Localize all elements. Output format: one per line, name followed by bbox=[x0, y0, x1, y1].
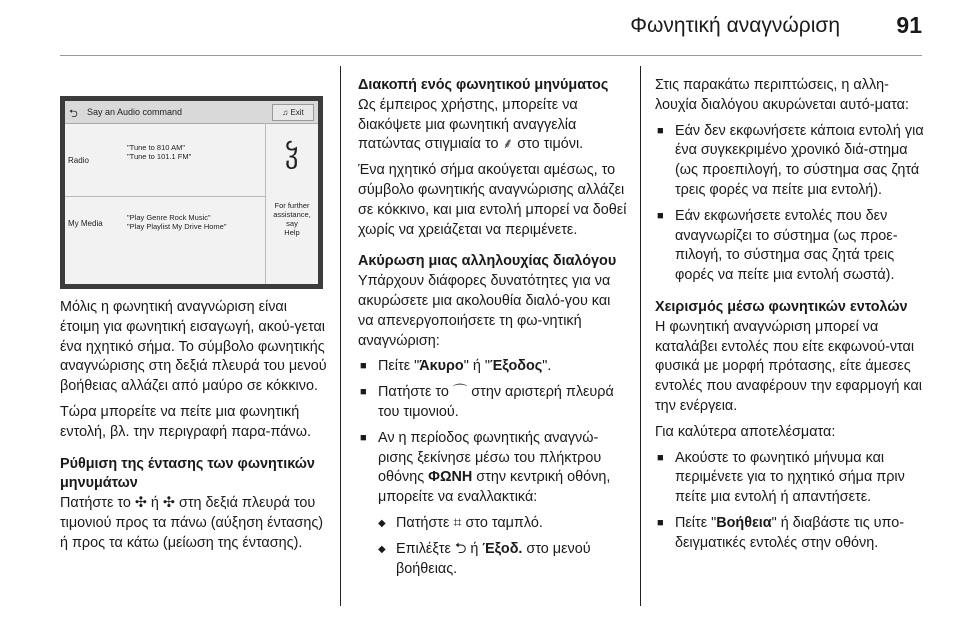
text: στην κεντρική οθόνη, μπορείτε να εναλλακτικά: bbox=[378, 469, 611, 506]
list-item: ■ Εάν εκφωνήσετε εντολές που δεν αναγνωρίζει το σύστημα (ως προε-πιλογή, το σύστημα σας ζητά τρεις φορές να πείτε μια εντολή σωστά). bbox=[655, 207, 927, 286]
paragraph: Για καλύτερα αποτελέσματα: bbox=[655, 423, 836, 440]
header-title: Φωνητική αναγνώριση bbox=[630, 14, 840, 37]
back-arrow-icon: ⮌ bbox=[69, 108, 78, 120]
text: " ή διαβάστε τις υπο-δειγματικές εντολές στην οθόνη. bbox=[675, 514, 905, 551]
text: Αν η περίοδος φωνητικής αναγνώ-ρισης ξεκίνησε μέσω του πλήκτρου οθόνης bbox=[378, 429, 602, 486]
radio-cmd-2: "Tune to 101.1 FM" bbox=[127, 152, 192, 161]
help-hint bbox=[267, 201, 317, 237]
paragraph: Υπάρχουν διάφορες δυνατότητες για να ακυρώσετε μια ακολουθία διαλό-γου και να απενεργοποιήσετε τη φω-νητική αναγνώριση: bbox=[358, 273, 611, 349]
bold-text: Άκυρο bbox=[419, 358, 464, 375]
screen-display bbox=[65, 101, 318, 284]
list-item bbox=[655, 514, 927, 554]
paragraph: Στις παρακάτω περιπτώσεις, η αλλη-λουχία διαλόγου ακυρώνεται αυτό-ματα: bbox=[655, 77, 909, 113]
list-item bbox=[358, 429, 628, 508]
paragraph: Ένα ηχητικό σήμα ακούγεται αμέσως, το σύμβολο φωνητικής αναγνώρισης αλλάζει σε κόκκινο, και μια εντολή μπορεί να δοθεί χωρίς να χρειάζεται να περιμένετε. bbox=[358, 162, 627, 238]
sub-list-item: ◆ Πατήστε ⌗ στο ταμπλό. bbox=[358, 514, 628, 534]
media-cmd-2: "Play Playlist My Drive Home" bbox=[127, 222, 227, 231]
media-commands bbox=[127, 213, 227, 231]
column-2 bbox=[358, 76, 628, 585]
list-item: ■ Πατήστε το ⌒ στην αριστερή πλευρά του τιμονιού. bbox=[358, 383, 628, 423]
text: Επιλέξτε ⮌ ή bbox=[396, 540, 483, 557]
exit-label: Exit bbox=[290, 108, 304, 117]
media-cmd-1: "Play Genre Rock Music" bbox=[127, 213, 211, 222]
page-number: 91 bbox=[896, 12, 922, 38]
row-divider bbox=[65, 196, 265, 197]
column-divider-2 bbox=[640, 66, 641, 606]
text: Πείτε " bbox=[378, 358, 420, 375]
voice-help-screen-figure bbox=[60, 96, 323, 289]
screen-title-bar bbox=[65, 101, 318, 124]
paragraph: Ως έμπειρος χρήστης, μπορείτε να διακόψετε μια φωνητική αναγγελία πατώντας στιγμιαία το ⸙ στο τιμόνι. bbox=[358, 96, 584, 153]
paragraph: Η φωνητική αναγνώριση μπορεί να καταλάβει εντολές που είτε εκφωνού-νται φυσικά με μορφή πρότασης, είτε άμεσες εντολές που αναφέρουν την εφαρμογή και την ενέργεια. bbox=[655, 318, 922, 414]
text: στο μενού βοήθειας. bbox=[396, 540, 591, 577]
list-item bbox=[358, 357, 628, 377]
column-divider-1 bbox=[340, 66, 341, 606]
bold-text: Έξοδος bbox=[489, 358, 543, 375]
text: Πείτε " bbox=[675, 514, 717, 531]
voice-recognition-icon: ჴ bbox=[285, 139, 299, 169]
paragraph: Πατήστε το ✣ ή ✣ στη δεξιά πλευρά του τιμονιού προς τα πάνω (αύξηση έντασης) ή προς τα κάτω (μείωση της έντασης). bbox=[60, 495, 324, 551]
column-3 bbox=[655, 76, 927, 560]
exit-button: ♫ Exit bbox=[272, 104, 314, 121]
help-line-2: assistance, say bbox=[273, 210, 311, 228]
screen-title: Say an Audio command bbox=[87, 107, 183, 117]
text: " ή " bbox=[463, 358, 490, 375]
column-1 bbox=[60, 298, 328, 560]
section-heading: Χειρισμός μέσω φωνητικών εντολών bbox=[655, 298, 908, 315]
radio-commands bbox=[127, 143, 191, 161]
list-item: ■ Εάν δεν εκφωνήσετε κάποια εντολή για ένα συγκεκριμένο χρονικό διά-στημα (ως προεπιλογή, το σύστημα σας ζητά τρεις φορές να πείτε μια εντολή). bbox=[655, 122, 927, 201]
paragraph: Μόλις η φωνητική αναγνώριση είναι έτοιμη για φωνητική εισαγωγή, ακού-γεται ένα ηχητικό σήμα. Το σύμβολο φωνητικής αναγνώρισης στη δεξιά πλευρά του μενού βοήθειας αλλάζει από μαύρο σε κόκκινο. bbox=[60, 299, 327, 395]
list-item: ■ Ακούστε το φωνητικό μήνυμα και περιμένετε για το ηχητικό σήμα πριν πείτε μια εντολή ή απαντήσετε. bbox=[655, 449, 927, 508]
sub-list-item bbox=[358, 540, 628, 580]
section-heading: Διακοπή ενός φωνητικού μηνύματος bbox=[358, 77, 609, 93]
side-divider bbox=[265, 123, 266, 284]
radio-cmd-1: "Tune to 810 AM" bbox=[127, 143, 185, 152]
paragraph: Τώρα μπορείτε να πείτε μια φωνητική εντολή, βλ. την περιγραφή παρα-πάνω. bbox=[60, 403, 311, 440]
bold-text: Έξοδ. bbox=[482, 540, 523, 557]
section-heading: Ρύθμιση της έντασης των φωνητικών μηνυμάτων bbox=[60, 455, 315, 492]
radio-label: Radio bbox=[68, 156, 89, 165]
bold-text: ΦΩΝΗ bbox=[428, 469, 473, 486]
media-label: My Media bbox=[68, 219, 103, 228]
bold-text: Βοήθεια bbox=[716, 514, 772, 531]
section-heading: Ακύρωση μιας αλληλουχίας διαλόγου bbox=[358, 253, 617, 270]
help-line-3: Help bbox=[284, 228, 300, 237]
text: ". bbox=[542, 358, 552, 375]
header-rule bbox=[60, 55, 922, 56]
help-line-1: For further bbox=[274, 201, 310, 210]
